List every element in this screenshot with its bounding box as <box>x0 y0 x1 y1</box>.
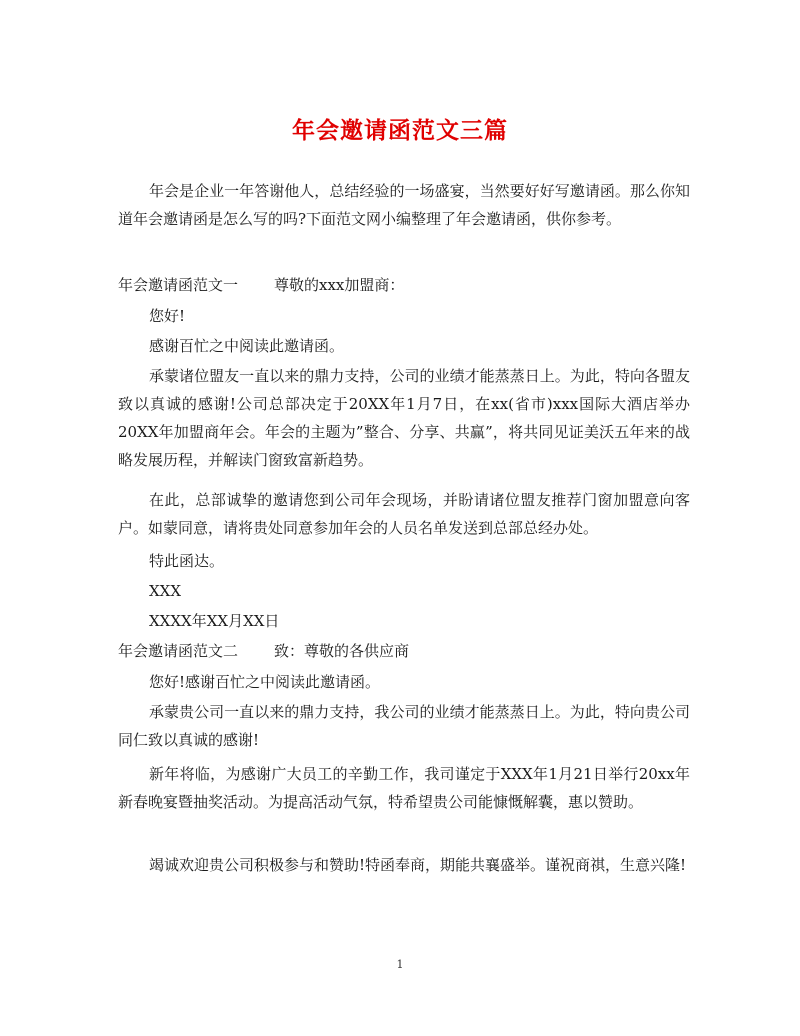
sample1-greeting: 您好! <box>149 307 186 325</box>
sample2-heading-line <box>118 637 690 665</box>
sample1-body-paragraph-1: 承蒙诸位盟友一直以来的鼎力支持，公司的业绩才能蒸蒸日上。为此，特向各盟友致以真诚的感谢!公司总部决定于20XX年1月7日，在xx(省市)xxx国际大酒店举办20XX年加盟商年会。年会的主题为”整合、分享、共赢”，将共同见证美沃五年来的战略发展历程，并解读门窗致富新趋势。 <box>118 367 690 469</box>
intro-paragraph: 年会是企业一年答谢他人，总结经验的一场盛宴，当然要好好写邀请函。那么你知道年会邀请函是怎么写的吗?下面范文网小编整理了年会邀请函，供你参考。 <box>118 182 690 228</box>
sample2-body-paragraph-1: 承蒙贵公司一直以来的鼎力支持，我公司的业绩才能蒸蒸日上。为此，特向贵公司同仁致以真诚的感谢! <box>118 703 690 749</box>
sample1-thanks: 感谢百忙之中阅读此邀请函。 <box>149 337 345 355</box>
sample2-body-paragraph-2: 新年将临，为感谢广大员工的辛勤工作，我司谨定于XXX年1月21日举行20xx年新春晚宴暨抽奖活动。为提高活动气氛，特希望贵公司能慷慨解囊，惠以赞助。 <box>118 765 690 811</box>
sample1-salutation: 尊敬的xxx加盟商： <box>274 276 405 294</box>
sample1-signature: XXX <box>149 582 182 600</box>
document-title: 年会邀请函范文三篇 <box>292 117 508 144</box>
sample1-heading-line <box>118 271 690 299</box>
page-number: 1 <box>396 958 404 971</box>
sample1-body-paragraph-2: 在此，总部诚挚的邀请您到公司年会现场，并盼请诸位盟友推荐门窗加盟意向客户。如蒙同意，请将贵处同意参加年会的人员名单发送到总部总经办处。 <box>118 491 690 537</box>
sample2-greeting: 您好!感谢百忙之中阅读此邀请函。 <box>149 673 381 691</box>
sample2-heading: 年会邀请函范文二 <box>118 642 239 660</box>
sample2-body-paragraph-3: 竭诚欢迎贵公司积极参与和赞助!特函奉商，期能共襄盛举。谨祝商祺，生意兴隆! <box>149 856 687 874</box>
sample1-date: XXXX年XX月XX日 <box>149 612 280 630</box>
sample1-closing: 特此函达。 <box>149 552 225 570</box>
sample1-heading: 年会邀请函范文一 <box>118 276 239 294</box>
sample2-salutation: 致：尊敬的各供应商 <box>274 642 410 660</box>
